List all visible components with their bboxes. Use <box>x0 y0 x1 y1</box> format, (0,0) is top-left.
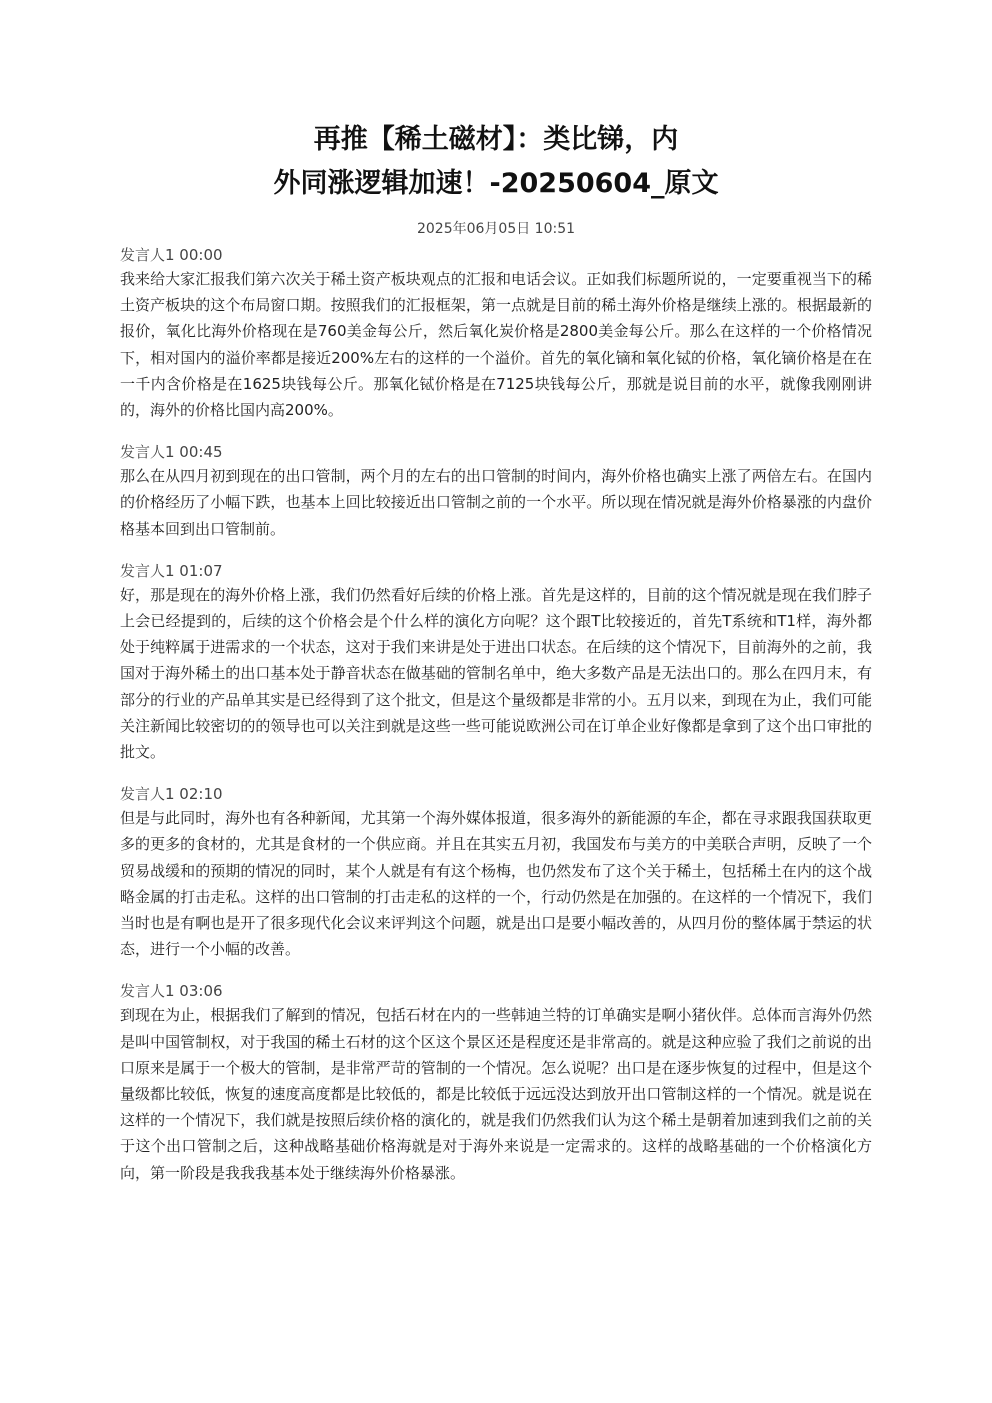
transcript-paragraph: 好，那是现在的海外价格上涨，我们仍然看好后续的价格上涨。首先是这样的，目前的这个情况就是现在我们脖子上会已经提到的，后续的这个价格会是个什么样的演化方向呢？这个跟T比较接近的，首先T系统和T1样，海外都处于纯粹属于进需求的一个状态，这对于我们来讲是处于进出口状态。在后续的这个情况下，目前海外的之前，我国对于海外稀土的出口基本处于静音状态在做基础的管制名单中，绝大多数产品是无法出口的。那么在四月末，有部分的行业的产品单其实是已经得到了这个批文，但是这个量级都是非常的小。五月以来，到现在为止，我们可能关注新闻比较密切的的领导也可以关注到就是这些一些可能说欧洲公司在订单企业好像都是拿到了这个出口审批的批文。 <box>120 585 872 762</box>
speaker-timestamp: 发言人1 00:00 <box>120 246 223 264</box>
transcript-section <box>120 441 872 542</box>
page-title <box>0 118 992 206</box>
title-line-2: 外同涨逻辑加速！-20250604_原文 <box>273 168 719 199</box>
transcript-paragraph: 我来给大家汇报我们第六次关于稀土资产板块观点的汇报和电话会议。正如我们标题所说的，一定要重视当下的稀土资产板块的这个布局窗口期。按照我们的汇报框架，第一点就是目前的稀土海外价格是继续上涨的。根据最新的报价，氧化比海外价格现在是760美金每公斤，然后氧化炭价格是2800美金每公斤。那么在这样的一个价格情况下，相对国内的溢价率都是接近200%左右的这样的一个溢价。首先的氧化镝和氧化铽的价格，氧化镝价格是在在一千内含价格是在1625块钱每公斤。那氧化铽价格是在7125块钱每公斤，那就是说目前的水平，就像我刚刚讲的，海外的价格比国内高200%。 <box>120 270 872 420</box>
transcript-paragraph: 到现在为止，根据我们了解到的情况，包括石材在内的一些韩迪兰特的订单确实是啊小猪伙伴。总体而言海外仍然是叫中国管制权，对于我国的稀土石材的这个区这个景区还是程度还是非常高的。就是这种应验了我们之前说的出口原来是属于一个极大的管制，是非常严苛的管制的一个情况。怎么说呢？出口是在逐步恢复的过程中，但是这个量级都比较低，恢复的速度高度都是比较低的，都是比较低于远远没达到放开出口管制这样的一个情况。就是说在这样的一个情况下，我们就是按照后续价格的演化的，就是我们仍然我们认为这个稀土是朝着加速到我们之前的关于这个出口管制之后，这种战略基础价格海就是对于海外来说是一定需求的。这样的战略基础的一个价格演化方向，第一阶段是我我我基本处于继续海外价格暴涨。 <box>120 1006 872 1182</box>
transcript-section <box>120 980 872 1185</box>
document-date: 2025年06月05日 10:51 <box>416 221 576 237</box>
transcript-section <box>120 783 872 962</box>
speaker-timestamp: 发言人1 01:07 <box>120 561 223 580</box>
transcript-paragraph: 但是与此同时，海外也有各种新闻，尤其第一个海外媒体报道，很多海外的新能源的车企，都在寻求跟我国获取更多的更多的食材的，尤其是食材的一个供应商。并且在其实五月初，我国发布与美方的中美联合声明，反映了一个贸易战缓和的预期的情况的同时，某个人就是有有这个杨梅，也仍然发布了这个关于稀土，包括稀土在内的这个战略金属的打击走私。这样的出口管制的打击走私的这样的一个，行动仍然是在加强的。在这样的一个情况下，我们当时也是有啊也是开了很多现代化会议来评判这个问题，就是出口是要小幅改善的，从四月份的整体属于禁运的状态，进行一个小幅的改善。 <box>120 809 872 959</box>
speaker-timestamp: 发言人1 03:06 <box>120 982 223 1001</box>
title-line-1: 再推【稀土磁材】：类比锑，内 <box>313 124 679 155</box>
transcript-body <box>120 244 872 1204</box>
speaker-timestamp: 发言人1 00:45 <box>120 443 223 462</box>
transcript-section <box>120 244 872 423</box>
transcript-paragraph: 那么在从四月初到现在的出口管制，两个月的左右的出口管制的时间内，海外价格也确实上涨了两倍左右。在国内的价格经历了小幅下跌，也基本上回比较接近出口管制之前的一个水平。所以现在情况就是海外价格暴涨的内盘价格基本回到出口管制前。 <box>120 467 872 538</box>
speaker-timestamp: 发言人1 02:10 <box>120 785 223 804</box>
transcript-section <box>120 560 872 765</box>
